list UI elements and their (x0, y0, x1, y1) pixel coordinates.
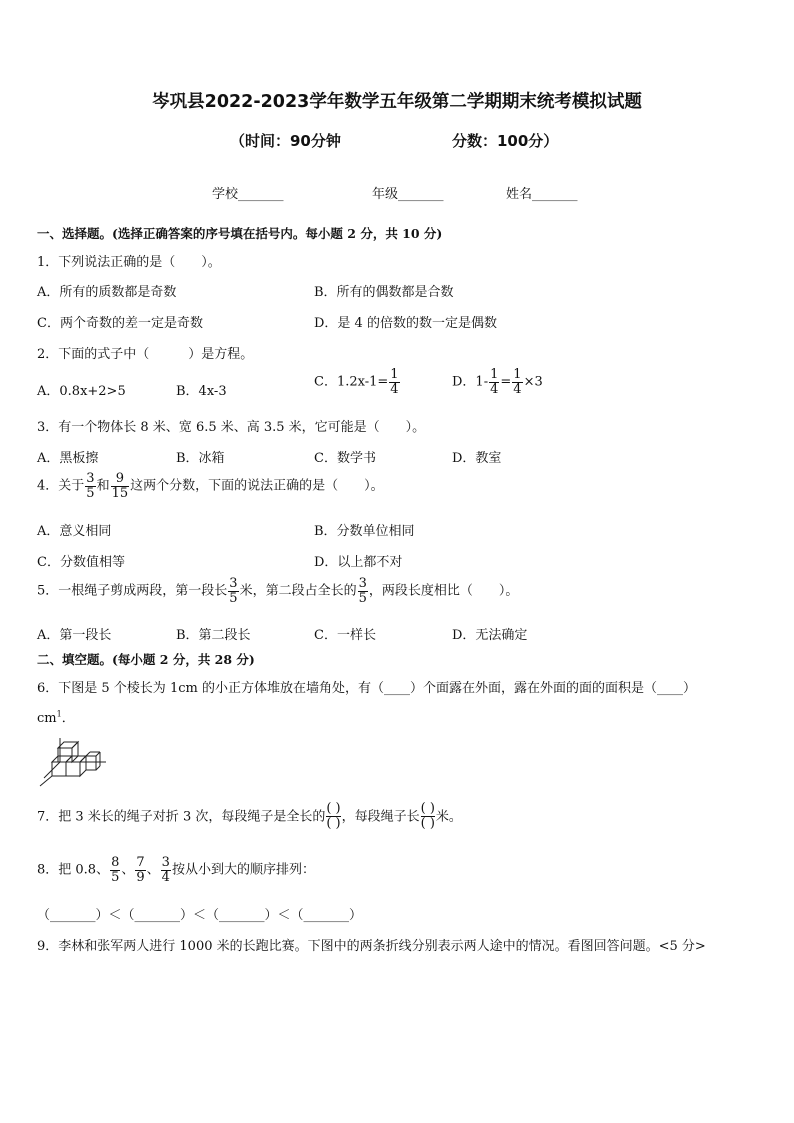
q2-d-fraction-1 (489, 368, 499, 396)
q3-stem: 3．有一个物体长 8 米、宽 6.5 米、高 3.5 米，它可能是（ ）。 (37, 420, 426, 435)
q6-period: ． (61, 711, 75, 726)
q9-stem: 9．李林和张军两人进行 1000 米的长跑比赛。下图中的两条折线分别表示两人途中的情况。看图回答问题。<5 分> (37, 939, 706, 954)
q8-answer-blanks[interactable]: （_______）＜（_______）＜（_______）＜（_______） (37, 908, 363, 923)
fraction-numerator: 9 (111, 472, 130, 487)
fraction-denominator: 5 (358, 590, 367, 606)
fraction-numerator: 3 (229, 576, 238, 591)
separator: 、 (121, 862, 135, 878)
q5-option-d: D．无法确定 (452, 628, 528, 643)
q2-option-c (314, 368, 401, 396)
fraction-denominator: 4 (161, 869, 170, 885)
q1-option-b: B．所有的偶数都是合数 (314, 285, 454, 300)
exam-score: 分数：100分） (452, 132, 559, 150)
section-heading-fill: 二、填空题。(每小题 2 分，共 28 分) (37, 652, 255, 667)
q8-stem-prefix: 8．把 0.8、 (37, 862, 110, 878)
fraction-numerator-blank[interactable]: ( ) (326, 801, 341, 816)
equals-sign: = (500, 374, 512, 390)
q3-option-c: C．数学书 (314, 451, 376, 466)
q2-d-fraction-2 (512, 368, 522, 396)
q1-stem: 1．下列说法正确的是（ ）。 (37, 255, 221, 270)
q7-stem-middle: ，每段绳子长 (341, 809, 420, 825)
q6-unit-cm: cm (37, 711, 57, 726)
school-field[interactable]: 学校_______ (212, 187, 284, 202)
q6-unit (37, 707, 75, 726)
q8-fraction-3 (161, 856, 171, 884)
q5-stem (37, 577, 518, 605)
q4-option-b: B．分数单位相同 (314, 524, 415, 539)
q4-stem-middle: 和 (96, 478, 110, 494)
fraction-denominator: 4 (513, 381, 522, 397)
q5-option-a: A．第一段长 (37, 628, 112, 643)
cubes-in-corner-figure (38, 736, 108, 788)
q3-option-a: A．黑板擦 (37, 451, 99, 466)
fraction-numerator: 3 (358, 576, 367, 591)
q7-blank-fraction-2[interactable] (421, 802, 435, 832)
q6-stem: 6．下图是 5 个棱长为 1cm 的小正方体堆放在墙角处，有（____）个面露在外面，露在外面的面的面积是（____） (37, 681, 696, 696)
q5-option-c: C．一样长 (314, 628, 376, 643)
q2-option-d-text: D．1- (452, 374, 489, 390)
q2-c-fraction (389, 368, 399, 396)
fraction-numerator: 8 (111, 855, 120, 870)
q1-option-d: D．是 4 的倍数的数一定是偶数 (314, 316, 497, 331)
page-title: 岑巩县2022-2023学年数学五年级第二学期期末统考模拟试题 (152, 92, 642, 112)
section-heading-choice: 一、选择题。(选择正确答案的序号填在括号内。每小题 2 分，共 10 分) (37, 226, 443, 241)
fraction-denominator: 5 (86, 485, 95, 501)
q2-option-d (452, 368, 543, 396)
fraction-numerator: 1 (390, 367, 399, 382)
separator: 、 (146, 862, 160, 878)
fraction-numerator: 7 (136, 855, 145, 870)
q5-stem-middle: 米，第二段占全长的 (239, 583, 357, 599)
q8-fraction-2 (135, 856, 145, 884)
q4-option-a: A．意义相同 (37, 524, 112, 539)
q2-option-d-suffix: ×3 (523, 374, 543, 390)
q3-option-d: D．教室 (452, 451, 502, 466)
q3-option-b: B．冰箱 (176, 451, 225, 466)
fraction-numerator: 1 (490, 367, 499, 382)
q7-blank-fraction-1[interactable] (326, 802, 340, 832)
fraction-denominator-blank[interactable]: ( ) (420, 816, 435, 832)
q5-fraction-2 (358, 577, 368, 605)
q4-fraction-1 (85, 472, 95, 500)
q1-option-c: C．两个奇数的差一定是奇数 (37, 316, 203, 331)
q4-stem (37, 472, 384, 500)
q4-option-c: C．分数值相等 (37, 555, 125, 570)
q8-stem (37, 856, 315, 884)
exam-time: （时间：90分钟 (230, 132, 341, 150)
name-field[interactable]: 姓名_______ (506, 187, 578, 202)
q8-fraction-1 (110, 856, 120, 884)
q2-stem: 2．下面的式子中（ ）是方程。 (37, 347, 254, 362)
q5-option-b: B．第二段长 (176, 628, 251, 643)
fraction-denominator: 4 (390, 381, 399, 397)
q7-stem-suffix: 米。 (435, 809, 462, 825)
q7-stem-prefix: 7．把 3 米长的绳子对折 3 次，每段绳子是全长的 (37, 809, 326, 825)
grade-field[interactable]: 年级_______ (372, 187, 444, 202)
q4-stem-suffix: 这两个分数，下面的说法正确的是（ ）。 (130, 478, 384, 494)
fraction-denominator-blank[interactable]: ( ) (326, 816, 341, 832)
q4-option-d: D．以上都不对 (314, 555, 403, 570)
fraction-denominator: 15 (111, 485, 129, 501)
q5-fraction-1 (228, 577, 238, 605)
fraction-numerator: 1 (513, 367, 522, 382)
q2-option-a: A．0.8x+2>5 (37, 384, 126, 399)
q2-option-c-text: C．1.2x-1= (314, 374, 389, 390)
q5-stem-suffix: ，两段长度相比（ ）。 (368, 583, 519, 599)
q4-stem-prefix: 4．关于 (37, 478, 85, 494)
q6-unit-exponent: 1 (56, 709, 62, 719)
q8-stem-suffix: 按从小到大的顺序排列： (171, 862, 315, 878)
fraction-numerator-blank[interactable]: ( ) (420, 801, 435, 816)
q4-fraction-2 (111, 472, 130, 500)
fraction-numerator: 3 (86, 471, 95, 486)
fraction-denominator: 9 (136, 869, 145, 885)
q7-stem (37, 802, 462, 832)
fraction-denominator: 4 (490, 381, 499, 397)
fraction-numerator: 3 (161, 855, 170, 870)
q1-option-a: A．所有的质数都是奇数 (37, 285, 177, 300)
fraction-denominator: 5 (229, 590, 238, 606)
fraction-denominator: 5 (111, 869, 120, 885)
q5-stem-prefix: 5．一根绳子剪成两段，第一段长 (37, 583, 228, 599)
q2-option-b: B．4x-3 (176, 384, 227, 399)
